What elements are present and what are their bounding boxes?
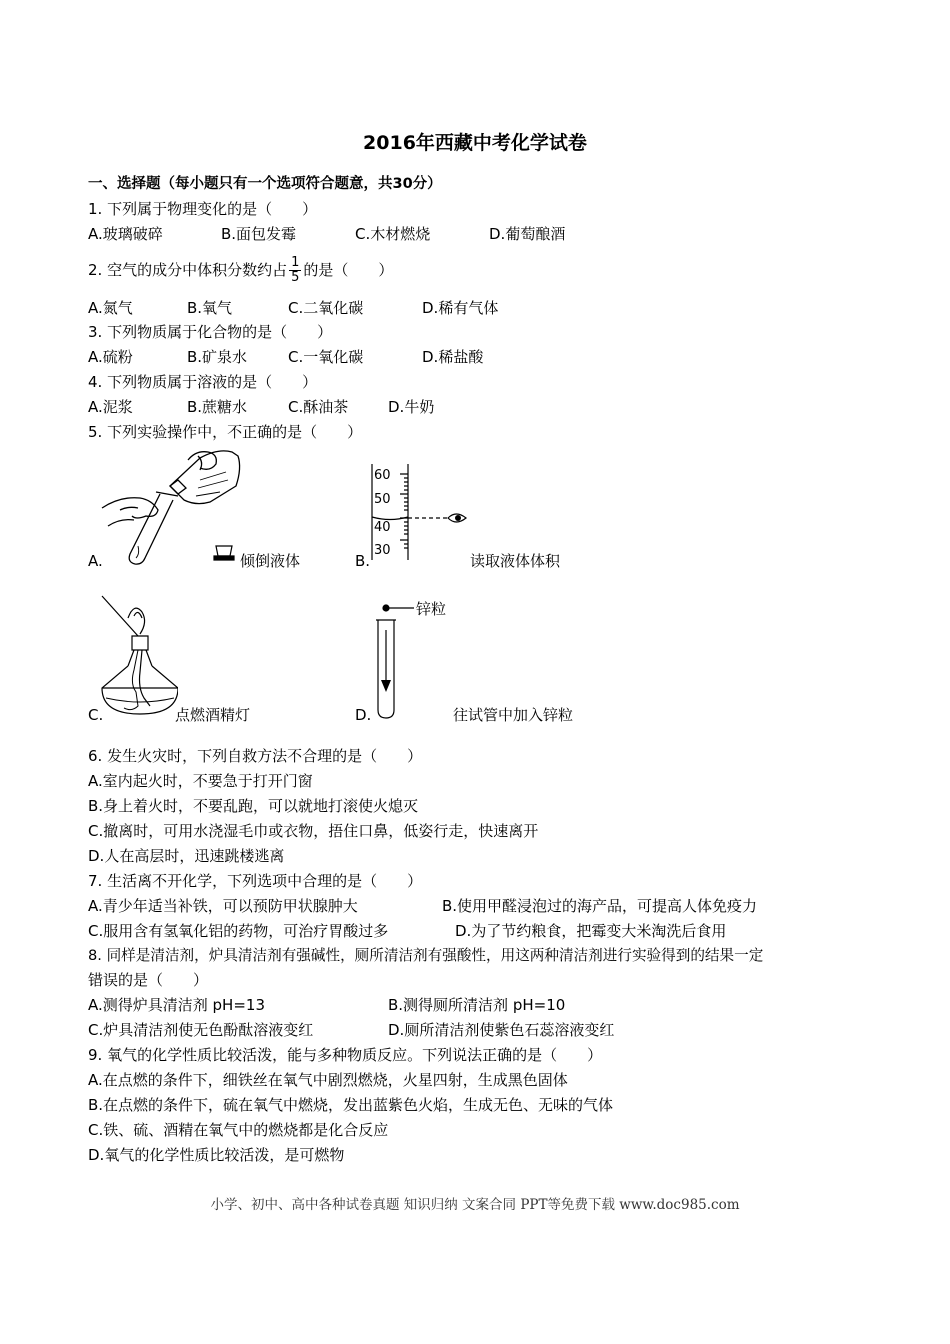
q7-option-a: A.青少年适当补铁，可以预防甲状腺肿大 xyxy=(88,897,358,915)
q4-option-c: C.酥油茶 xyxy=(288,398,349,416)
q4-option-d: D.牛奶 xyxy=(388,398,435,416)
q8-option-a: A.测得炉具清洁剂 pH=13 xyxy=(88,996,265,1014)
zinc-test-tube-figure xyxy=(370,596,490,722)
q5-option-b-caption: 读取液体体积 xyxy=(470,552,561,570)
q2-option-c: C.二氧化碳 xyxy=(288,299,364,317)
cylinder-tick-label: 60 xyxy=(374,468,391,483)
q1-option-b: B.面包发霉 xyxy=(221,225,297,243)
section-heading: 一、选择题（每小题只有一个选项符合题意，共30分） xyxy=(88,176,442,192)
q5-option-d-letter: D. xyxy=(355,706,372,724)
q1-option-d: D.葡萄酿酒 xyxy=(489,225,566,243)
fraction-denominator: 5 xyxy=(291,270,300,285)
q9-option-b: B.在点燃的条件下，硫在氧气中燃烧，发出蓝紫色火焰，生成无色、无味的气体 xyxy=(88,1096,614,1114)
page-footer: 小学、初中、高中各种试卷真题 知识归纳 文案合同 PPT等免费下载 www.doc985.com xyxy=(210,1197,740,1213)
alcohol-lamp-figure xyxy=(98,592,178,722)
cylinder-tick-label: 40 xyxy=(374,520,391,535)
q6-option-c: C.撤离时，可用水浇湿毛巾或衣物，捂住口鼻，低姿行走，快速离开 xyxy=(88,822,539,840)
q5-option-d-caption: 往试管中加入锌粒 xyxy=(453,706,574,724)
q5-option-a-caption: 倾倒液体 xyxy=(240,552,301,570)
q2-option-a: A.氮气 xyxy=(88,299,133,317)
q5-option-c-letter: C. xyxy=(88,706,104,724)
q3-option-a: A.硫粉 xyxy=(88,348,133,366)
q6-option-b: B.身上着火时，不要乱跑，可以就地打滚使火熄灭 xyxy=(88,797,419,815)
q4-option-a: A.泥浆 xyxy=(88,398,133,416)
q2-stem-pre: 2. 空气的成分中体积分数约占 xyxy=(88,261,288,279)
question-8-stem-line1: 8. 同样是清洁剂，炉具清洁剂有强碱性，厕所清洁剂有强酸性，用这两种清洁剂进行实验得到的结果一定 xyxy=(88,947,764,964)
pouring-liquid-figure xyxy=(100,446,260,566)
q7-option-b: B.使用甲醛浸泡过的海产品，可提高人体免疫力 xyxy=(442,897,758,915)
zinc-label: 锌粒 xyxy=(416,600,447,618)
question-3-stem: 3. 下列物质属于化合物的是（ ） xyxy=(88,323,333,341)
q8-option-c: C.炉具清洁剂使无色酚酞溶液变红 xyxy=(88,1021,314,1039)
q1-option-c: C.木材燃烧 xyxy=(355,225,431,243)
question-7-stem: 7. 生活离不开化学，下列选项中合理的是（ ） xyxy=(88,872,423,890)
q7-option-d: D.为了节约粮食，把霉变大米淘洗后食用 xyxy=(455,922,727,940)
q9-option-c: C.铁、硫、酒精在氧气中的燃烧都是化合反应 xyxy=(88,1121,389,1139)
question-6-stem: 6. 发生火灾时，下列自救方法不合理的是（ ） xyxy=(88,747,423,765)
q6-option-a: A.室内起火时，不要急于打开门窗 xyxy=(88,772,313,790)
q2-option-d: D.稀有气体 xyxy=(422,299,499,317)
q2-option-b: B.氧气 xyxy=(187,299,233,317)
question-8-stem-line2: 错误的是（ ） xyxy=(88,971,209,989)
q7-option-c: C.服用含有氢氧化铝的药物，可治疗胃酸过多 xyxy=(88,922,389,940)
graduated-cylinder-figure xyxy=(362,460,472,566)
question-1-stem: 1. 下列属于物理变化的是（ ） xyxy=(88,200,318,218)
fraction xyxy=(289,256,301,285)
q2-stem-post: 的是（ ） xyxy=(303,261,394,279)
question-4-stem: 4. 下列物质属于溶液的是（ ） xyxy=(88,373,318,391)
question-2-stem xyxy=(88,256,393,285)
q9-option-a: A.在点燃的条件下，细铁丝在氧气中剧烈燃烧，火星四射，生成黑色固体 xyxy=(88,1071,568,1089)
q4-option-b: B.蔗糖水 xyxy=(187,398,248,416)
q5-option-c-caption: 点燃酒精灯 xyxy=(175,706,251,724)
q5-option-a-letter: A. xyxy=(88,552,103,570)
q3-option-d: D.稀盐酸 xyxy=(422,348,484,366)
q1-option-a: A.玻璃破碎 xyxy=(88,225,163,243)
q6-option-d: D.人在高层时，迅速跳楼逃离 xyxy=(88,847,285,865)
cylinder-tick-label: 50 xyxy=(374,492,391,507)
q8-option-b: B.测得厕所清洁剂 pH=10 xyxy=(388,996,566,1014)
cylinder-tick-label: 30 xyxy=(374,543,391,558)
q5-option-b-letter: B. xyxy=(355,552,371,570)
q8-option-d: D.厕所清洁剂使紫色石蕊溶液变红 xyxy=(388,1021,615,1039)
q9-option-d: D.氧气的化学性质比较活泼，是可燃物 xyxy=(88,1146,345,1164)
question-9-stem: 9. 氧气的化学性质比较活泼，能与多种物质反应。下列说法正确的是（ ） xyxy=(88,1046,603,1064)
question-5-stem: 5. 下列实验操作中，不正确的是（ ） xyxy=(88,423,363,441)
page-title: 2016年西藏中考化学试卷 xyxy=(363,132,587,154)
q3-option-c: C.一氧化碳 xyxy=(288,348,364,366)
q3-option-b: B.矿泉水 xyxy=(187,348,248,366)
fraction-numerator: 1 xyxy=(291,255,300,270)
